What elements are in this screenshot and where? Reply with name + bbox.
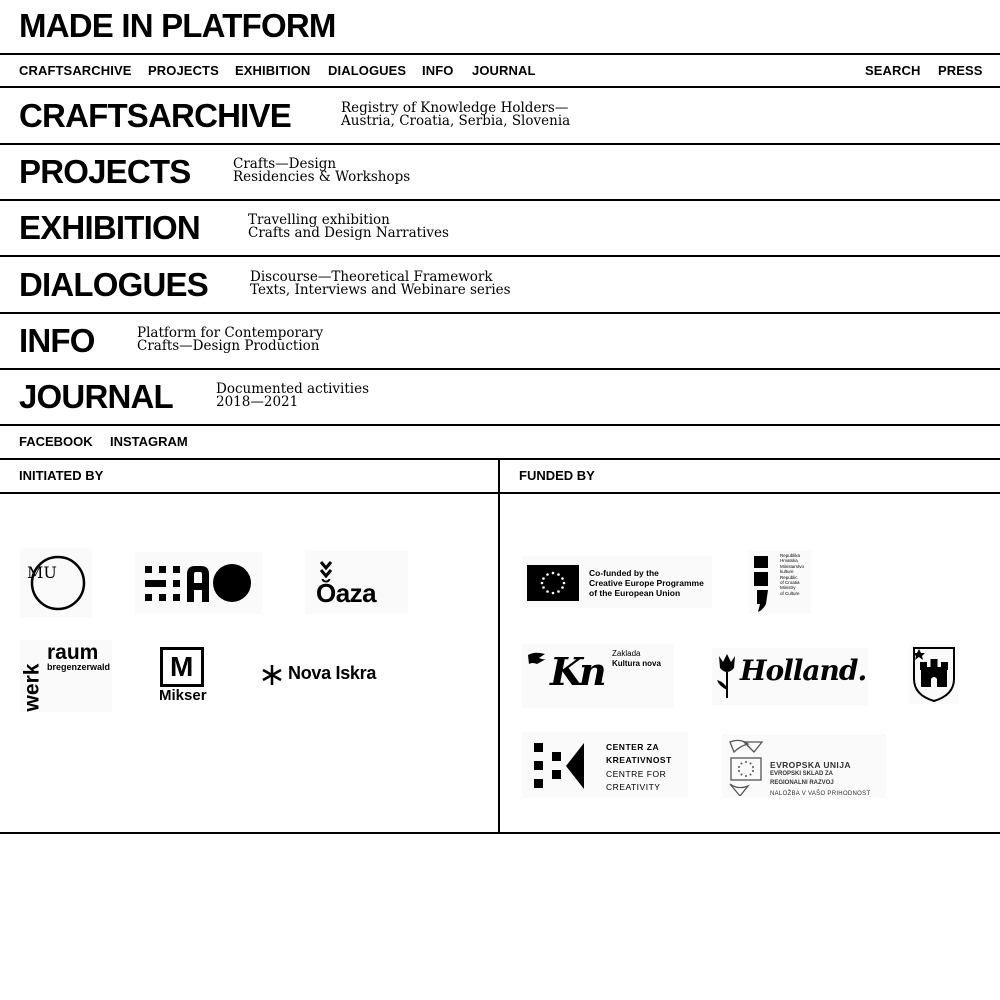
werkraum-raum-text: raum (47, 641, 99, 664)
nova-iskra-logo[interactable] (259, 662, 389, 688)
column-divider (498, 459, 500, 834)
section-title: PROJECTS (19, 153, 191, 190)
nav-dialogues[interactable]: DIALOGUES (328, 63, 407, 78)
nav-press[interactable]: PRESS (938, 63, 983, 78)
kultura-nova-text (612, 649, 661, 669)
mu-logo[interactable] (20, 548, 92, 618)
initiated-by-label: INITIATED BY (19, 468, 104, 483)
initiated-by-header (0, 459, 498, 494)
ministry-line: Republic (780, 574, 798, 580)
eu-fund-line: NALOŽBA V VAŠO PRIHODNOST (770, 791, 871, 797)
mikser-logo[interactable] (158, 645, 214, 705)
holland-text: Holland. (740, 654, 867, 687)
section-title: EXHIBITION (19, 209, 200, 246)
creative-europe-line: Creative Europe Programme (589, 578, 704, 588)
ministry-line: Ministry (780, 585, 796, 591)
kultura-nova-logo[interactable] (522, 644, 674, 708)
holland-logo[interactable] (712, 648, 868, 706)
description-line: Crafts and Design Narratives (248, 225, 449, 241)
footer-divider (0, 832, 1000, 834)
kn-brush-mark: Kn (550, 649, 603, 694)
ckk-line: CENTRE FOR (606, 768, 667, 779)
funded-by-label: FUNDED BY (519, 468, 595, 483)
eu-flag-icon (527, 565, 579, 601)
coat-of-arms-icon (911, 645, 957, 703)
nav-journal[interactable]: JOURNAL (472, 63, 536, 78)
nav-craftsarchive[interactable]: CRAFTSARCHIVE (19, 63, 132, 78)
section-title: CRAFTSARCHIVE (19, 97, 291, 134)
ministry-line: Ministarstvo (780, 563, 805, 569)
section-description (250, 271, 511, 297)
nav-search[interactable]: SEARCH (865, 63, 921, 78)
spark-icon (260, 663, 284, 687)
description-line: Residencies & Workshops (233, 169, 411, 185)
description-line: Crafts—Design Production (137, 338, 320, 354)
section-title: INFO (19, 322, 95, 359)
funded-by-header (500, 459, 1000, 494)
kultura-nova-line: Zaklada (612, 649, 641, 658)
eu-regional-fund-icon (726, 738, 766, 796)
description-line: Discourse—Theoretical Framework (250, 269, 493, 285)
description-line: Travelling exhibition (248, 212, 390, 228)
mao-logo[interactable] (135, 552, 262, 614)
ministry-line: of Culture (780, 590, 800, 596)
ministry-text (780, 553, 804, 596)
werkraum-werk-text: werk (20, 663, 44, 712)
description-line: Platform for Contemporary (137, 325, 324, 341)
description-line: Crafts—Design (233, 156, 337, 172)
mikser-logo-text: Mikser (159, 687, 207, 704)
ckk-k-icon (532, 742, 588, 792)
section-description (216, 383, 369, 409)
description-line: Documented activities (216, 381, 369, 397)
facebook-link[interactable]: FACEBOOK (19, 434, 93, 449)
eu-fund-line: EVROPSKA UNIJA (770, 760, 851, 770)
social-links (0, 425, 1000, 460)
section-projects[interactable] (0, 144, 1000, 201)
ministry-of-culture-logo[interactable] (749, 550, 811, 614)
description-line: 2018—2021 (216, 394, 299, 410)
creative-europe-logo[interactable] (522, 556, 712, 608)
werkraum-logo[interactable] (20, 640, 112, 712)
ministry-line: Hrvatska (780, 558, 798, 564)
ministry-line: Republika (780, 553, 801, 558)
creative-europe-line: of the European Union (589, 588, 681, 598)
ckk-line: KREATIVNOST (606, 755, 672, 766)
ministry-line: kulture (780, 569, 794, 575)
tulip-icon (715, 652, 739, 700)
eu-fund-line: EVROPSKI SKLAD ZA (770, 771, 834, 777)
section-title: JOURNAL (19, 378, 173, 415)
description-line: Austria, Croatia, Serbia, Slovenia (341, 113, 571, 129)
eu-regional-fund-text (770, 761, 870, 799)
section-description (248, 214, 449, 240)
creative-europe-text (589, 568, 704, 598)
zagreb-coat-of-arms-logo[interactable] (909, 644, 959, 704)
section-dialogues[interactable] (0, 257, 1000, 314)
brush-stroke-icon (527, 650, 547, 674)
werkraum-sub-text: bregenzerwald (47, 662, 111, 672)
center-for-creativity-logo[interactable] (522, 732, 688, 798)
section-description (341, 102, 570, 128)
nav-info[interactable]: INFO (422, 63, 454, 78)
nav-projects[interactable]: PROJECTS (148, 63, 219, 78)
top-navigation (0, 53, 1000, 88)
section-journal[interactable] (0, 369, 1000, 426)
section-title: DIALOGUES (19, 266, 208, 303)
creative-europe-line: Co-funded by the (589, 568, 659, 578)
oaza-logo-text: Ŏaza (316, 578, 377, 608)
section-description (137, 327, 323, 353)
eu-regional-fund-logo[interactable] (722, 734, 886, 798)
description-line: Texts, Interviews and Webinare series (250, 282, 511, 298)
ministry-line: of Croatia (780, 580, 800, 586)
section-description (233, 158, 410, 184)
ckk-line: CREATIVITY (606, 781, 661, 792)
ministry-mark-icon (752, 552, 772, 614)
ckk-line: CENTER ZA (606, 742, 660, 752)
mu-circle-icon (20, 548, 92, 618)
description-line: Registry of Knowledge Holders— (341, 100, 569, 116)
eu-fund-line: REGIONALNI RAZVOJ (770, 780, 834, 786)
center-for-creativity-text (606, 741, 672, 794)
section-craftsarchive[interactable] (0, 88, 1000, 145)
site-title[interactable]: MADE IN PLATFORM (19, 7, 336, 44)
kultura-nova-line: Kultura nova (612, 659, 661, 668)
section-info[interactable] (0, 313, 1000, 370)
mikser-letter: M (170, 651, 194, 682)
nova-iskra-text: Nova Iskra (288, 663, 377, 683)
mikser-box-icon (160, 647, 204, 687)
instagram-link[interactable]: INSTAGRAM (110, 434, 188, 449)
mao-pixel-icon (135, 552, 262, 614)
oaza-logo[interactable] (305, 550, 408, 614)
mu-logo-text: MU (27, 563, 57, 582)
section-exhibition[interactable] (0, 200, 1000, 257)
nav-exhibition[interactable]: EXHIBITION (235, 63, 311, 78)
